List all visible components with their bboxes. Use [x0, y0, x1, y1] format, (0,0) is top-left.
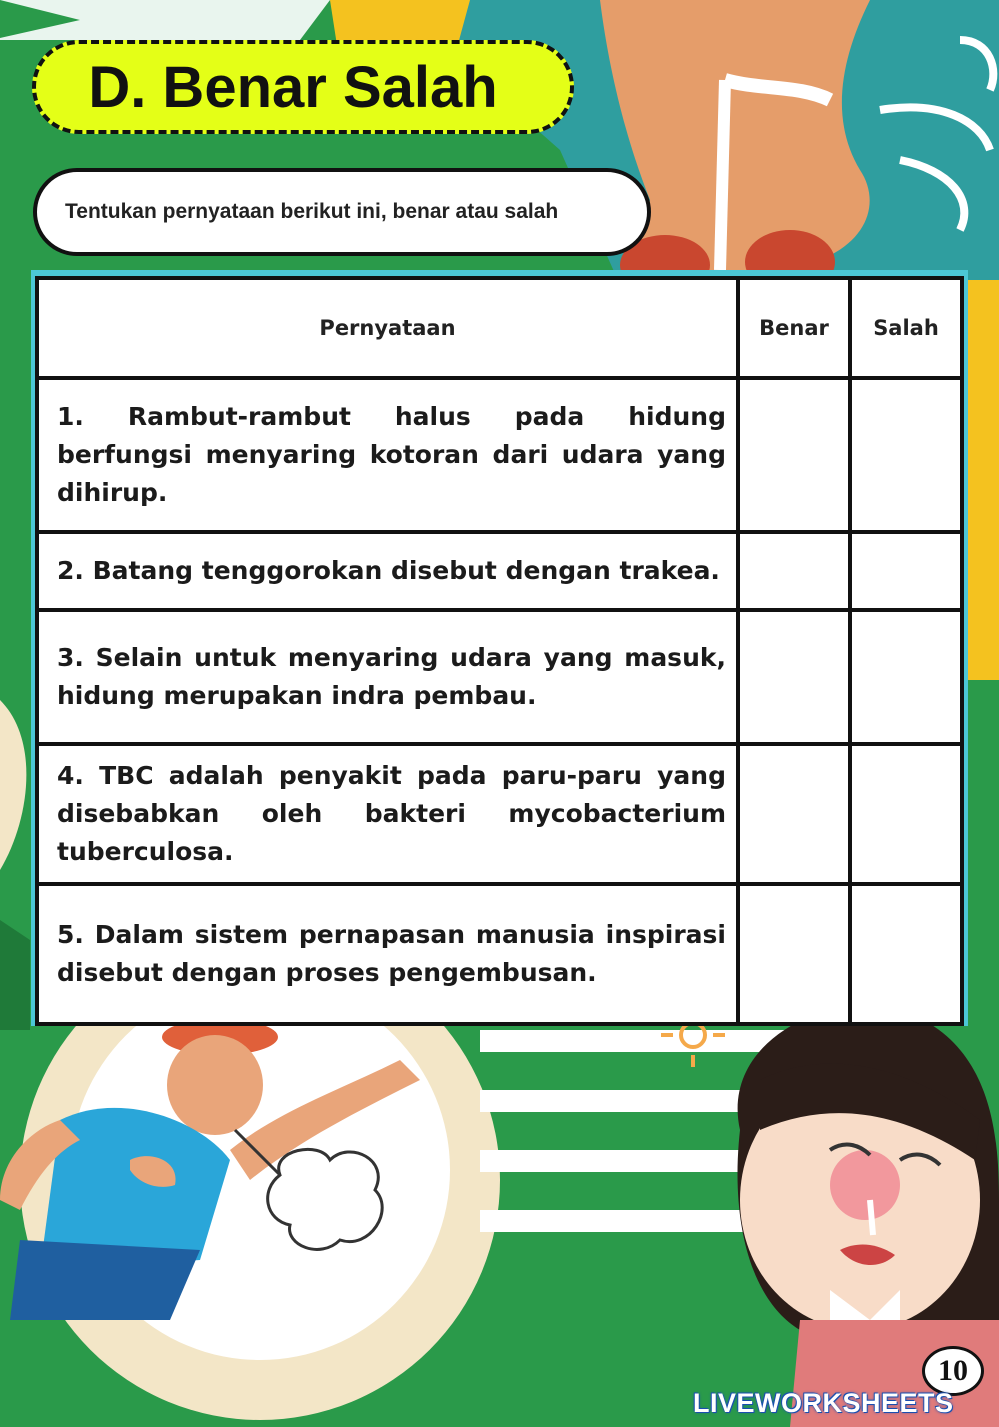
true-false-table-frame — [31, 270, 968, 1026]
table-row — [37, 610, 962, 744]
statement-text: Batang tenggorokan disebut dengan trakea. — [92, 556, 720, 585]
answer-true-cell[interactable] — [738, 744, 850, 884]
instruction-text: Tentukan pernyataan berikut ini, benar atau salah — [65, 200, 559, 223]
statement-number: 2. — [57, 556, 84, 585]
watermark-text: LIVEWORKSHEETS — [693, 1388, 954, 1418]
statement-text: Selain untuk menyaring udara yang masuk, hidung merupakan indra pembau. — [57, 643, 726, 710]
statement-number: 4. — [57, 761, 84, 790]
table-row — [37, 378, 962, 532]
statement-cell — [37, 532, 738, 610]
true-false-table — [35, 276, 964, 1026]
answer-false-cell[interactable] — [850, 610, 962, 744]
statement-text: Dalam sistem pernapasan manusia inspirasi disebut dengan proses pengembusan. — [57, 920, 726, 987]
table-row — [37, 884, 962, 1024]
instruction-box — [33, 168, 651, 256]
answer-false-cell[interactable] — [850, 532, 962, 610]
answer-true-cell[interactable] — [738, 884, 850, 1024]
table-row — [37, 744, 962, 884]
statement-text: TBC adalah penyakit pada paru-paru yang disebabkan oleh bakteri mycobacterium tuberculosa. — [57, 761, 726, 866]
section-title: D. Benar Salah — [88, 54, 498, 120]
answer-true-cell[interactable] — [738, 532, 850, 610]
liveworksheets-logo — [693, 1388, 954, 1419]
statement-cell — [37, 610, 738, 744]
answer-false-cell[interactable] — [850, 744, 962, 884]
statement-cell — [37, 744, 738, 884]
statement-number: 1. — [57, 402, 84, 431]
page-number: 10 — [938, 1354, 968, 1387]
header-statement: Pernyataan — [37, 278, 738, 378]
answer-false-cell[interactable] — [850, 378, 962, 532]
header-false: Salah — [850, 278, 962, 378]
section-title-banner — [32, 40, 574, 134]
table-row — [37, 532, 962, 610]
answer-true-cell[interactable] — [738, 610, 850, 744]
table-header-row — [37, 278, 962, 378]
statement-number: 3. — [57, 643, 84, 672]
answer-false-cell[interactable] — [850, 884, 962, 1024]
statement-cell — [37, 884, 738, 1024]
answer-true-cell[interactable] — [738, 378, 850, 532]
statement-cell — [37, 378, 738, 532]
header-true: Benar — [738, 278, 850, 378]
statement-number: 5. — [57, 920, 84, 949]
statement-text: Rambut-rambut halus pada hidung berfungsi menyaring kotoran dari udara yang dihirup. — [57, 402, 726, 507]
